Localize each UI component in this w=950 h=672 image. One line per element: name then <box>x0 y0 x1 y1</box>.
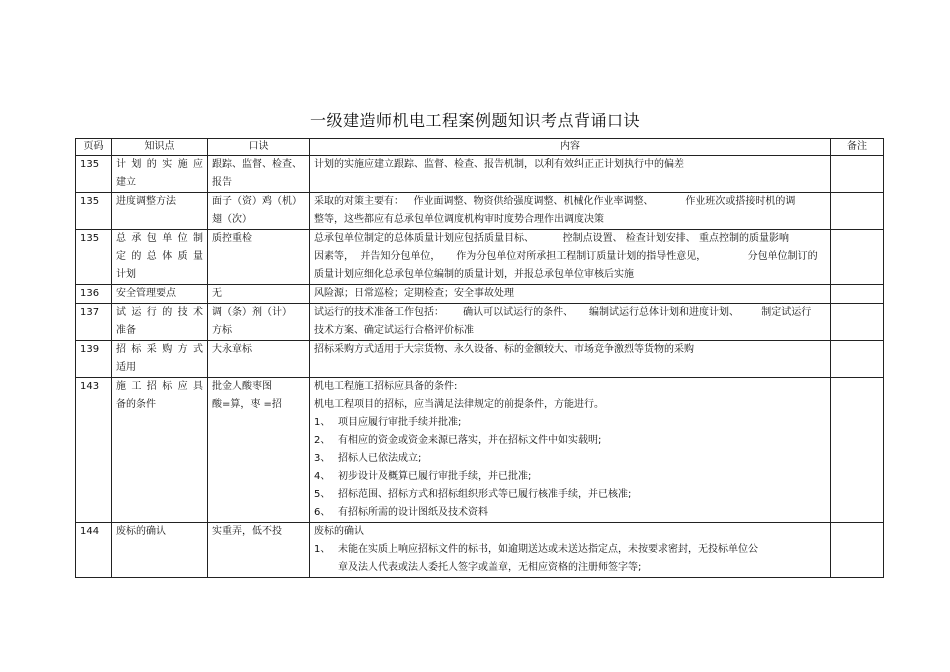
cell-note <box>831 378 884 523</box>
cell-note <box>831 285 884 304</box>
cell-point: 计划的实施应 建立 <box>112 156 208 193</box>
header-page: 页码 <box>76 139 112 156</box>
cell-page: 135 <box>76 193 112 230</box>
cell-mnemonic: 大永章标 <box>208 341 310 378</box>
cell-mnemonic: 跟踪、监督、检查、 报告 <box>208 156 310 193</box>
list-item: 5、 招标范围、招标方式和招标组织形式等已履行核准手续，并已核准; <box>314 489 632 500</box>
cell-content: 总承包单位制定的总体质量计划应包括质量目标、 控制点设置、 检查计划安排、 重点控制的质量影响 因素等， 并告知分包单位， 作为分包单位对所承担工程制订质量计划的指导性意见， 分包单位制订的 质量计划应细化总承包单位编制的质量计划，并报总承包单位审核后实施 <box>310 230 831 285</box>
header-point: 知识点 <box>112 139 208 156</box>
cell-note <box>831 523 884 578</box>
cell-page: 135 <box>76 156 112 193</box>
table-header-row <box>76 139 884 156</box>
cell-page: 139 <box>76 341 112 378</box>
table-row <box>76 285 884 304</box>
cell-note <box>831 230 884 285</box>
table-row <box>76 193 884 230</box>
cell-point: 试运行的技术 准备 <box>112 304 208 341</box>
cell-mnemonic: 批金人酸枣图 酸=算，枣 =招 <box>208 378 310 523</box>
header-note: 备注 <box>831 139 884 156</box>
cell-note <box>831 193 884 230</box>
list-item: 1、 未能在实质上响应招标文件的标书，如逾期送达或未送达指定点，未按要求密封，无投标单位公 <box>314 544 758 555</box>
table-row <box>76 156 884 193</box>
header-content: 内容 <box>310 139 831 156</box>
table-row <box>76 378 884 523</box>
cell-content: 机电工程施工招标应具备的条件: 机电工程项目的招标，应当满足法律规定的前提条件，方能进行。 1、 项目应履行审批手续并批准; 2、 有相应的资金或资金来源已落实，并在招标文件中如实载明; 3、 招标人已依法成立; 4、 初步设计及概算已履行审批手续，并已批准; 5、 招标范围、招标方式和招标组织形式等已履行核准手续，并已核准; 6、 有招标所需的设计图纸及技术资料 <box>310 378 831 523</box>
cell-mnemonic: 面子（资）鸡（机） 翅（次） <box>208 193 310 230</box>
list-item: 1、 项目应履行审批手续并批准; <box>314 417 462 428</box>
cell-mnemonic: 质控重检 <box>208 230 310 285</box>
cell-mnemonic: 无 <box>208 285 310 304</box>
list-item: 3、 招标人已依法成立; <box>314 453 422 464</box>
cell-mnemonic: 调（条）剂（计） 方标 <box>208 304 310 341</box>
cell-note <box>831 156 884 193</box>
cell-mnemonic: 实重弄，低不投 <box>208 523 310 578</box>
list-item: 4、 初步设计及概算已履行审批手续，并已批准; <box>314 471 532 482</box>
table-row <box>76 341 884 378</box>
cell-point: 废标的确认 <box>112 523 208 578</box>
table-row <box>76 523 884 578</box>
cell-content: 计划的实施应建立跟踪、监督、检查、报告机制，以利有效纠正正计划执行中的偏差 <box>310 156 831 193</box>
table-row <box>76 230 884 285</box>
cell-page: 136 <box>76 285 112 304</box>
cell-content: 招标采购方式适用于大宗货物、永久设备、标的金额较大、市场竞争激烈等货物的采购 <box>310 341 831 378</box>
cell-content: 采取的对策主要有： 作业面调整、物资供给强度调整、机械化作业率调整、 作业班次或搭接时机的调 整等，这些都应有总承包单位调度机构审时度势合理作出调度决策 <box>310 193 831 230</box>
cell-point: 招标采购方式 适用 <box>112 341 208 378</box>
cell-page: 143 <box>76 378 112 523</box>
table-row <box>76 304 884 341</box>
list-item: 6、 有招标所需的设计图纸及技术资料 <box>314 507 488 518</box>
cell-note <box>831 304 884 341</box>
cell-page: 135 <box>76 230 112 285</box>
cell-content: 废标的确认 1、 未能在实质上响应招标文件的标书，如逾期送达或未送达指定点，未按要求密封，无投标单位公 章及法人代表或法人委托人签字或盖章，无相应资格的注册师签字等; <box>310 523 831 578</box>
cell-page: 144 <box>76 523 112 578</box>
cell-point: 安全管理要点 <box>112 285 208 304</box>
cell-point: 进度调整方法 <box>112 193 208 230</box>
document-title: 一级建造师机电工程案例题知识考点背诵口诀 <box>309 111 640 130</box>
cell-page: 137 <box>76 304 112 341</box>
cell-note <box>831 341 884 378</box>
cell-point: 施工招标应具 备的条件 <box>112 378 208 523</box>
cell-content: 风险源；日常巡检；定期检查；安全事故处理 <box>310 285 831 304</box>
cell-point: 总承包单位制 定的总体质量 计划 <box>112 230 208 285</box>
header-mnemonic: 口诀 <box>208 139 310 156</box>
cell-content: 试运行的技术准备工作包括： 确认可以试运行的条件、 编制试运行总体计划和进度计划、 制定试运行 技术方案、确定试运行合格评价标准 <box>310 304 831 341</box>
knowledge-table <box>75 138 884 578</box>
list-item: 2、 有相应的资金或资金来源已落实，并在招标文件中如实载明; <box>314 435 602 446</box>
